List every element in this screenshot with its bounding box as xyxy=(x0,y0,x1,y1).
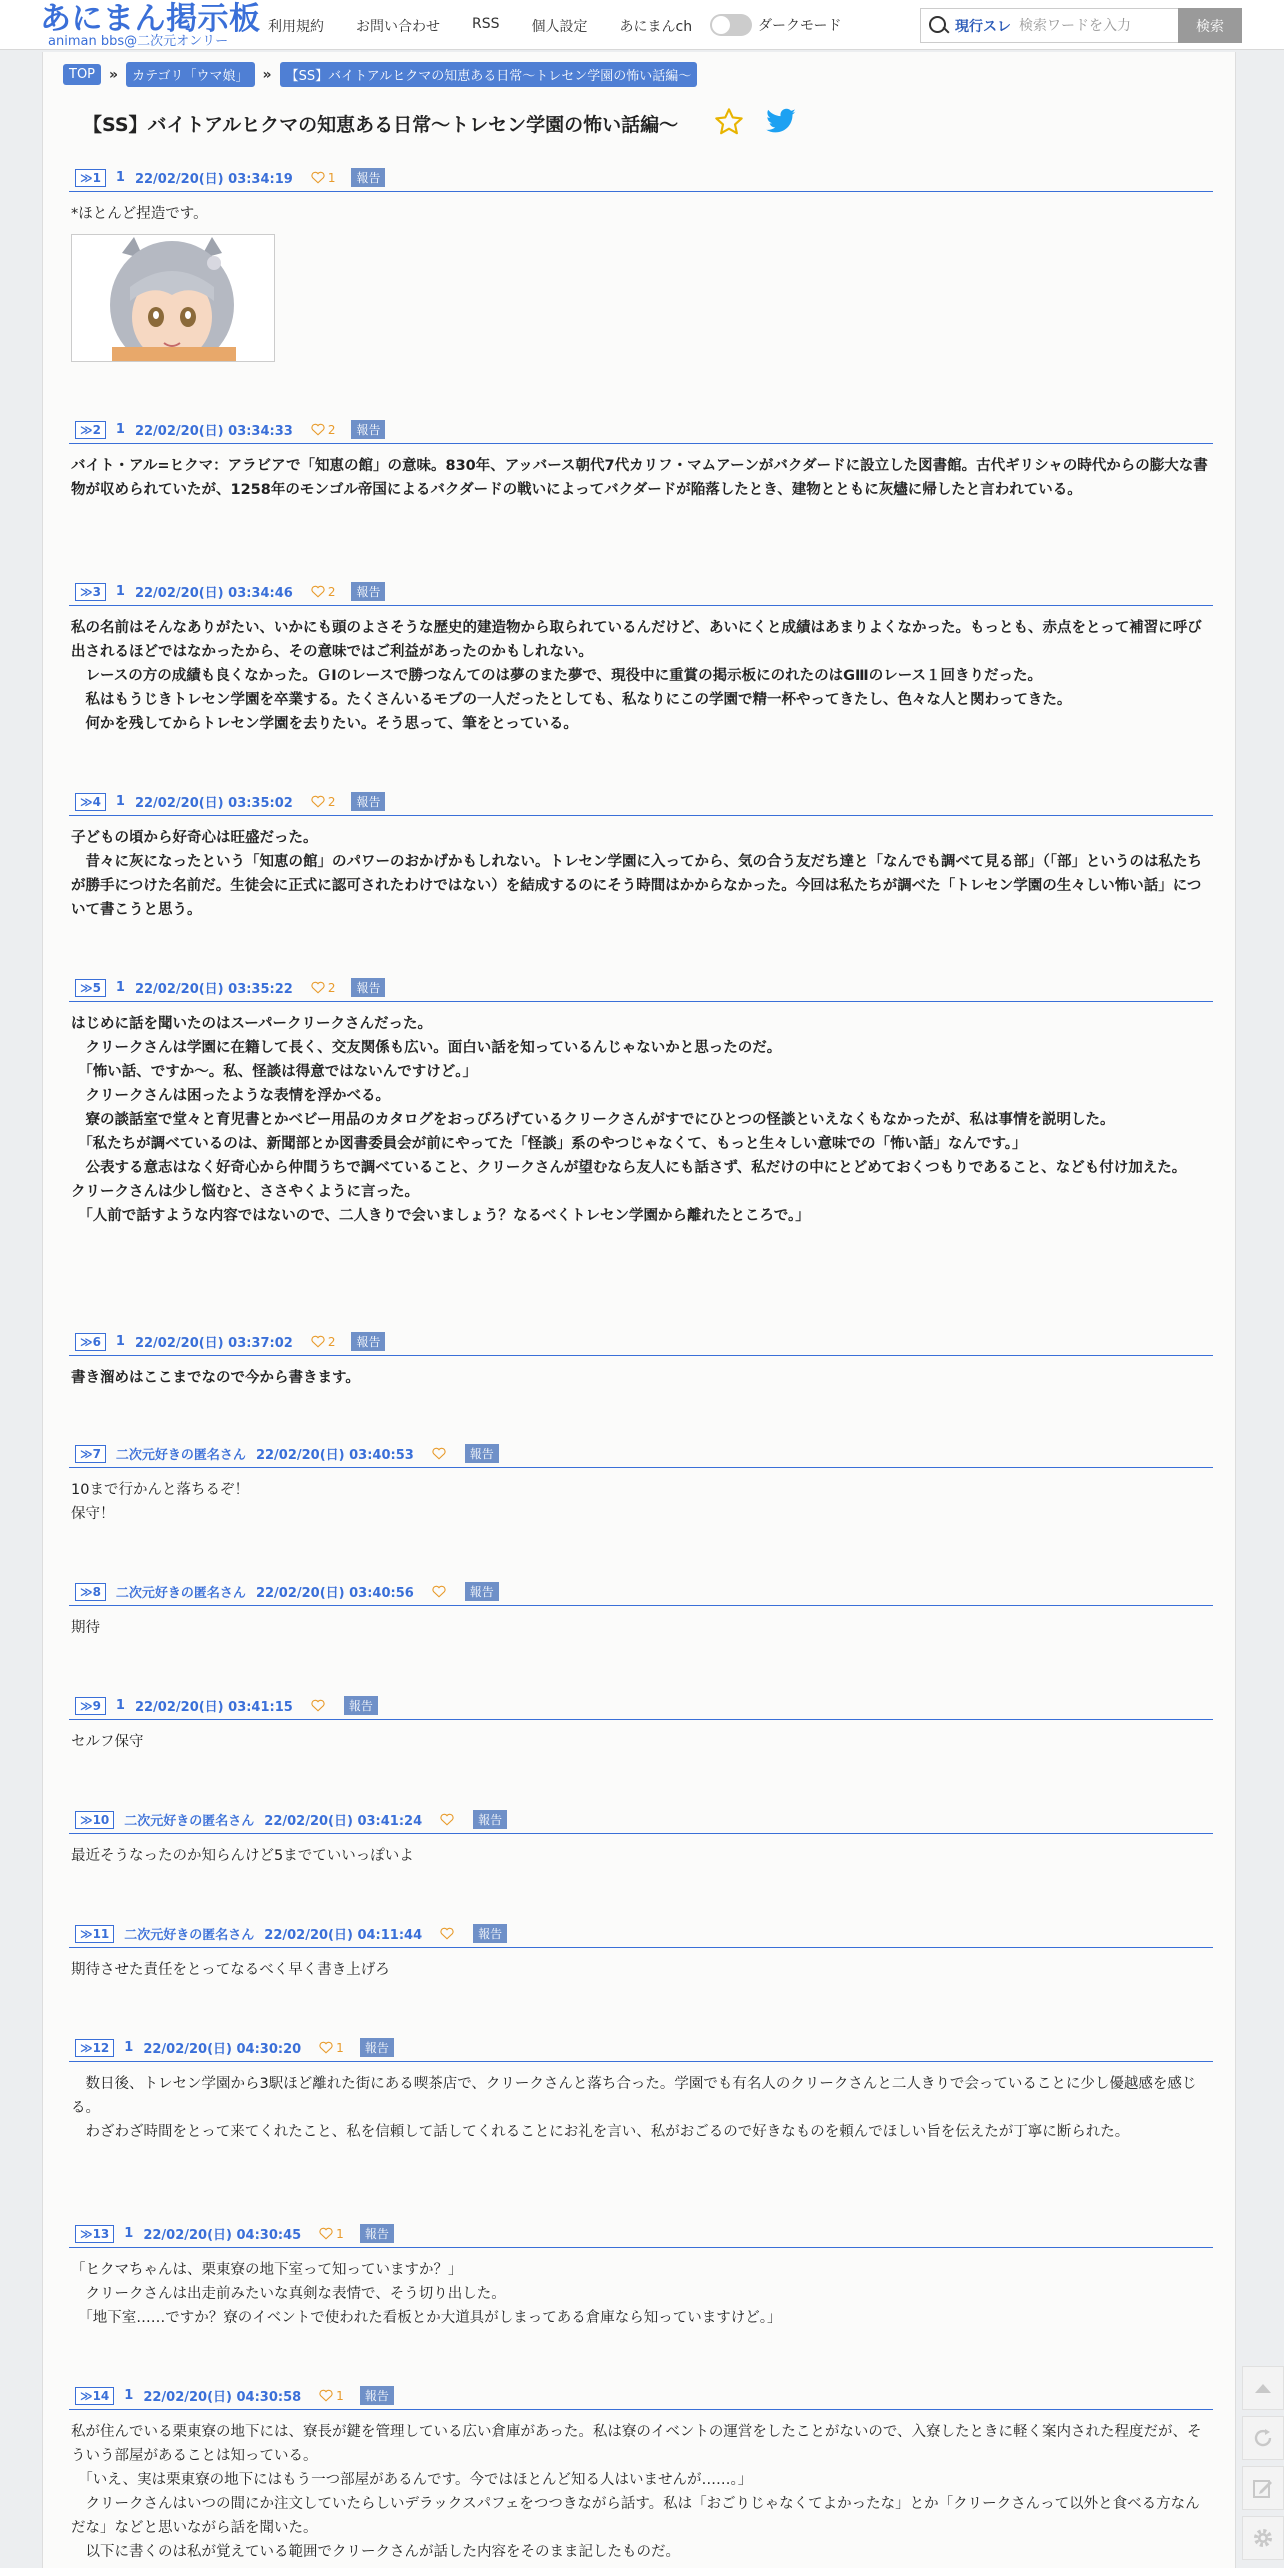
post xyxy=(69,416,1213,502)
report-button[interactable]: 報告 xyxy=(465,1444,499,1463)
post-line: クリークさんはいつの間にか注文していたらしいデラックスパフェをつつきながら話す。私は「おごりじゃなくてよかったな」とか「クリークさんって以外と食べる方なんだな」などと思いながら話を聞いた。 xyxy=(71,2496,1200,2536)
star-icon[interactable] xyxy=(713,106,745,138)
post-line: 保守！ xyxy=(71,1506,115,1522)
heart-icon xyxy=(440,1927,454,1940)
breadcrumb-thread[interactable]: 【SS】バイトアルヒクマの知恵ある日常～トレセン学園の怖い話編～ xyxy=(280,62,698,87)
nav-animanch[interactable]: あにまんch xyxy=(619,19,693,35)
post xyxy=(69,974,1213,1228)
post-line: クリークさんは学園に在籍して長く、交友関係も広い。面白い話を知っているんじゃないかと思ったのだ。 xyxy=(71,1040,782,1056)
post-number[interactable]: ≫4 xyxy=(75,793,106,811)
side-tool-panel xyxy=(1242,2366,1284,2566)
heart-icon xyxy=(432,1585,446,1598)
post-line: 以下に書くのは私が覚えている範囲でクリークさんが話した内容をそのまま記したものだ。 xyxy=(71,2544,680,2560)
post-body xyxy=(69,1834,1213,1868)
gear-icon xyxy=(1251,2526,1275,2550)
post xyxy=(69,1806,1213,1868)
report-button[interactable]: 報告 xyxy=(351,582,385,601)
post-line: クリークさんは少し悩むと、ささやくように言った。 xyxy=(71,1184,419,1200)
post xyxy=(69,164,1213,362)
post-author: 二次元好きの匿名さん xyxy=(124,1814,255,1829)
post-date: 22/02/20(日) 03:40:56 xyxy=(255,1586,414,1601)
like-button[interactable] xyxy=(440,1813,457,1826)
post-body xyxy=(69,444,1213,502)
post-line: 私が住んでいる栗東寮の地下には、寮長が鍵を管理している広い倉庫があった。私は寮のイベントの運営をしたことがないので、入寮したときに軽く案内された程度だが、そういう部屋があることは知っている。 xyxy=(71,2424,1202,2464)
post-date: 22/02/20(日) 03:34:46 xyxy=(134,586,293,601)
reload-icon xyxy=(1252,2427,1274,2449)
report-button[interactable]: 報告 xyxy=(351,792,385,811)
post-date: 22/02/20(日) 04:30:58 xyxy=(143,2390,302,2405)
like-count: 1 xyxy=(327,170,336,185)
report-button[interactable]: 報告 xyxy=(351,420,385,439)
post-line: バイト・アル=ヒクマ：アラビアで「知恵の館」の意味。830年、アッバース朝代7代カリフ・マムアーンがバクダードに設立した図書館。古代ギリシャの時代からの膨大な書物が収められていたが、1258年のモンゴル帝国によるバクダードの戦いによってバクダードが陥落したとき、建物とともに灰燼に帰したと言われている。 xyxy=(71,458,1208,498)
post-body xyxy=(69,816,1213,922)
post-line: 「ヒクマちゃんは、栗東寮の地下室って知っていますか？」 xyxy=(71,2262,463,2278)
site-logo[interactable] xyxy=(40,2,260,48)
post xyxy=(69,1440,1213,1526)
like-count: 2 xyxy=(327,584,336,599)
like-count: 2 xyxy=(327,794,336,809)
heart-icon xyxy=(311,795,325,808)
post-line: 「怖い話、ですか～。私、怪談は得意ではないんですけど。」 xyxy=(71,1064,477,1080)
post xyxy=(69,788,1213,922)
post-author: 1 xyxy=(115,1334,125,1349)
post-number[interactable]: ≫6 xyxy=(75,1333,106,1351)
post-number[interactable]: ≫7 xyxy=(75,1445,106,1463)
post-line: 期待させた責任をとってなるべく早く書き上げろ xyxy=(71,1962,390,1978)
like-button[interactable] xyxy=(432,1447,449,1460)
breadcrumb xyxy=(63,62,697,87)
heart-icon xyxy=(432,1447,446,1460)
logo-sub-text: animan bbs@二次元オンリー xyxy=(48,34,229,49)
heart-icon xyxy=(319,2389,333,2402)
post-number[interactable]: ≫10 xyxy=(75,1811,114,1829)
post-author: 1 xyxy=(124,2226,134,2241)
report-button[interactable]: 報告 xyxy=(351,168,385,187)
like-count: 2 xyxy=(327,422,336,437)
breadcrumb-separator: » xyxy=(262,66,272,83)
dark-mode-label: ダークモード xyxy=(758,18,842,34)
heart-icon xyxy=(440,1813,454,1826)
heart-icon xyxy=(311,1335,325,1348)
search-input[interactable] xyxy=(1019,11,1169,41)
scroll-top-button[interactable] xyxy=(1242,2366,1284,2410)
post-line: 数日後、トレセン学園から3駅ほど離れた街にある喫茶店で、クリークさんと落ち合った。学園でも有名人のクリークさんと二人きりで会っていることに少し優越感を感じる。 xyxy=(71,2076,1197,2116)
post-line: セルフ保守 xyxy=(71,1734,144,1750)
post-header xyxy=(69,1692,1213,1720)
report-button[interactable]: 報告 xyxy=(473,1810,507,1829)
post-line: 書き溜めはここまでなので今から書きます。 xyxy=(71,1370,360,1386)
post-date: 22/02/20(日) 03:40:53 xyxy=(255,1448,414,1463)
post-author: 1 xyxy=(115,422,125,437)
post-author: 1 xyxy=(115,170,125,185)
post-date: 22/02/20(日) 03:34:19 xyxy=(134,172,293,187)
post-line: はじめに話を聞いたのはスーパークリークさんだった。 xyxy=(71,1016,433,1032)
post xyxy=(69,2382,1213,2564)
top-nav xyxy=(268,16,724,36)
post-line: レースの方の成績も良くなかった。ＧⅠのレースで勝つなんてのは夢のまた夢で、現役中に重賞の掲示板にのれたのはGⅢのレース１回きりだった。 xyxy=(71,668,1043,684)
like-button[interactable] xyxy=(311,585,336,599)
post-date: 22/02/20(日) 04:30:20 xyxy=(143,2042,302,2057)
post-header xyxy=(69,1806,1213,1834)
like-count: 1 xyxy=(336,2040,344,2055)
heart-icon xyxy=(311,585,325,598)
post-number[interactable]: ≫11 xyxy=(75,1925,114,1943)
heart-icon xyxy=(311,171,325,184)
post xyxy=(69,1328,1213,1390)
post-header xyxy=(69,164,1213,192)
post-author: 1 xyxy=(115,794,125,809)
post-line: 10まで行かんと落ちるぞ！ xyxy=(71,1482,249,1498)
post-date: 22/02/20(日) 03:37:02 xyxy=(134,1336,293,1351)
post-number[interactable]: ≫13 xyxy=(75,2225,114,2243)
post-number[interactable]: ≫3 xyxy=(75,583,106,601)
post-line: 「人前で話すような内容ではないので、二人きりで会いましょう？なるべくトレセン学園から離れたところで。」 xyxy=(71,1208,810,1224)
nav-terms[interactable]: 利用規約 xyxy=(268,19,324,35)
post-date: 22/02/20(日) 03:34:33 xyxy=(134,424,293,439)
report-button[interactable]: 報告 xyxy=(360,2038,394,2057)
post-number[interactable]: ≫14 xyxy=(75,2387,114,2405)
like-button[interactable] xyxy=(311,1699,328,1712)
toggle-switch[interactable] xyxy=(710,14,752,36)
post-image-thumbnail[interactable] xyxy=(71,234,275,362)
post-body xyxy=(69,1606,1213,1640)
site-header xyxy=(0,0,1284,50)
like-count: 1 xyxy=(336,2388,344,2403)
post-number[interactable]: ≫8 xyxy=(75,1583,106,1601)
nav-rss[interactable]: RSS xyxy=(472,16,500,32)
post xyxy=(69,2220,1213,2330)
post-date: 22/02/20(日) 04:11:44 xyxy=(264,1928,423,1943)
heart-icon xyxy=(319,2227,333,2240)
post-line: 何かを残してからトレセン学園を去りたい。そう思って、筆をとっている。 xyxy=(71,716,578,732)
post-body xyxy=(69,1948,1213,1982)
post-line: 子どもの頃から好奇心は旺盛だった。 xyxy=(71,830,318,846)
post-header xyxy=(69,1328,1213,1356)
post-number[interactable]: ≫2 xyxy=(75,421,106,439)
report-button[interactable]: 報告 xyxy=(344,1696,378,1715)
like-button[interactable] xyxy=(311,1335,336,1349)
reload-button[interactable] xyxy=(1242,2416,1284,2460)
post-number[interactable]: ≫12 xyxy=(75,2039,114,2057)
post-body xyxy=(69,1356,1213,1390)
post-header xyxy=(69,416,1213,444)
like-button[interactable] xyxy=(311,981,336,995)
post xyxy=(69,2034,1213,2144)
logo-main-text: あにまん掲示板 xyxy=(40,1,261,37)
search-bar xyxy=(920,8,1242,43)
breadcrumb-separator: » xyxy=(109,66,119,83)
like-button[interactable] xyxy=(311,171,336,185)
post-line: クリークさんは出走前みたいな真剣な表情で、そう切り出した。 xyxy=(71,2286,506,2302)
post-author: 1 xyxy=(124,2388,134,2403)
post-date: 22/02/20(日) 03:41:24 xyxy=(264,1814,423,1829)
like-count: 2 xyxy=(327,980,336,995)
dark-mode-toggle[interactable] xyxy=(710,14,841,36)
search-icon xyxy=(921,9,955,42)
post-body xyxy=(69,1002,1213,1228)
report-button[interactable]: 報告 xyxy=(351,1332,385,1351)
arrow-up-icon xyxy=(1253,2381,1273,2395)
like-button[interactable] xyxy=(311,795,336,809)
twitter-icon[interactable] xyxy=(765,108,797,136)
post-line: 私の名前はそんなありがたい、いかにも頭のよさそうな歴史的建造物から取られているんだけど、あいにくと成績はあまりよくなかった。もっとも、赤点をとって補習に呼び出されるほどではなかったから、その意味ではご利益があったのかもしれない。 xyxy=(71,620,1202,660)
character-illustration xyxy=(72,235,275,362)
post-line: 最近そうなったのか知らんけど5までていいっぽいよ xyxy=(71,1848,414,1864)
post xyxy=(69,1692,1213,1754)
heart-icon xyxy=(311,981,325,994)
like-button[interactable] xyxy=(319,2041,344,2055)
post-header xyxy=(69,2034,1213,2062)
post-header xyxy=(69,2220,1213,2248)
post-date: 22/02/20(日) 04:30:45 xyxy=(143,2228,302,2243)
nav-contact[interactable]: お問い合わせ xyxy=(356,19,440,35)
search-scope-selector[interactable]: 現行スレ xyxy=(955,18,1011,35)
report-button[interactable]: 報告 xyxy=(473,1924,507,1943)
heart-icon xyxy=(319,2041,333,2054)
like-button[interactable] xyxy=(440,1927,457,1940)
post-header xyxy=(69,1578,1213,1606)
report-button[interactable]: 報告 xyxy=(351,978,385,997)
settings-button[interactable] xyxy=(1242,2516,1284,2560)
report-button[interactable]: 報告 xyxy=(465,1582,499,1601)
post-number[interactable]: ≫5 xyxy=(75,979,106,997)
post-line: 寮の談話室で堂々と育児書とかベビー用品のカタログをおっぴろげているクリークさんがすでにひとつの怪談といえなくもなかったが、私は事情を説明した。 xyxy=(71,1112,1115,1128)
search-button[interactable]: 検索 xyxy=(1178,8,1242,43)
like-count: 1 xyxy=(336,2226,344,2241)
like-button[interactable] xyxy=(319,2227,344,2241)
post-author: 二次元好きの匿名さん xyxy=(115,1586,246,1601)
breadcrumb-category[interactable]: カテゴリ「ウマ娘」 xyxy=(126,62,254,87)
like-count: 2 xyxy=(327,1334,336,1349)
post xyxy=(69,1578,1213,1640)
report-button[interactable]: 報告 xyxy=(360,2386,394,2405)
post-number[interactable]: ≫9 xyxy=(75,1697,106,1715)
post-header xyxy=(69,578,1213,606)
post-number[interactable]: ≫1 xyxy=(75,169,106,187)
page-title: 【SS】バイトアルヒクマの知恵ある日常～トレセン学園の怖い話編～ xyxy=(83,114,679,136)
post-body xyxy=(69,2062,1213,2144)
post xyxy=(69,1920,1213,1982)
post-line: 公表する意志はなく好奇心から仲間うちで調べていること、クリークさんが望むなら友人にも話さず、私だけの中にとどめておくつもりであること、なども付け加えた。 xyxy=(71,1160,1187,1176)
post-line: クリークさんは困ったような表情を浮かべる。 xyxy=(71,1088,390,1104)
post-line: 「私たちが調べているのは、新聞部とか図書委員会が前にやってた「怪談」系のやつじゃなくて、もっと生々しい意味での「怖い話」なんです。」 xyxy=(71,1136,1027,1152)
post-line: 期待 xyxy=(71,1620,100,1636)
post-author: 1 xyxy=(115,584,125,599)
post-body xyxy=(69,2248,1213,2330)
breadcrumb-top[interactable]: TOP xyxy=(63,64,101,85)
post-line: わざわざ時間をとって来てくれたこと、私を信頼して話してくれることにお礼を言い、私がおごるので好きなものを頼んでほしい旨を伝えたが丁寧に断られた。 xyxy=(71,2124,1130,2140)
heart-icon xyxy=(311,423,325,436)
post-line: 私はもうじきトレセン学園を卒業する。たくさんいるモブの一人だったとしても、私なりにこの学園で精一杯やってきたし、色々な人と関わってきた。 xyxy=(71,692,1072,708)
post-header xyxy=(69,1920,1213,1948)
post-line: 「地下室……ですか？寮のイベントで使われた看板とか大道具がしまってある倉庫なら知っていますけど。」 xyxy=(71,2310,782,2326)
post-author: 二次元好きの匿名さん xyxy=(115,1448,246,1463)
post-date: 22/02/20(日) 03:41:15 xyxy=(134,1700,293,1715)
thread-main xyxy=(42,52,1236,2568)
post-author: 1 xyxy=(115,980,125,995)
post-header xyxy=(69,2382,1213,2410)
post-line: 昔々に灰になったという「知恵の館」のパワーのおかげかもしれない。トレセン学園に入ってから、気の合う友だち達と「なんでも調べて見る部」（「部」というのは私たちが勝手につけた名前だ。生徒会に正式に認可されたわけではない）を結成するのにそう時間はかからなかった。今回は私たちが調べた「トレセン学園の生々しい怖い話」について書こうと思う。 xyxy=(71,854,1202,918)
like-button[interactable] xyxy=(311,423,336,437)
post-author: 二次元好きの匿名さん xyxy=(124,1928,255,1943)
post-date: 22/02/20(日) 03:35:02 xyxy=(134,796,293,811)
post-header xyxy=(69,1440,1213,1468)
post-author: 1 xyxy=(115,1698,125,1713)
post-body xyxy=(69,2410,1213,2564)
report-button[interactable]: 報告 xyxy=(360,2224,394,2243)
post-body xyxy=(69,192,1213,362)
post xyxy=(69,578,1213,736)
like-button[interactable] xyxy=(432,1585,449,1598)
post-header xyxy=(69,974,1213,1002)
post-body xyxy=(69,1720,1213,1754)
post-body xyxy=(69,606,1213,736)
post-body xyxy=(69,1468,1213,1526)
post-line: *ほとんど捏造です。 xyxy=(71,206,208,222)
post-header xyxy=(69,788,1213,816)
post-date: 22/02/20(日) 03:35:22 xyxy=(134,982,293,997)
post-author: 1 xyxy=(124,2040,134,2055)
heart-icon xyxy=(311,1699,325,1712)
pencil-icon xyxy=(1252,2477,1274,2499)
write-post-button[interactable] xyxy=(1242,2466,1284,2510)
nav-settings[interactable]: 個人設定 xyxy=(531,19,588,35)
post-line: 「いえ、実は栗東寮の地下にはもう一つ部屋があるんです。今ではほとんど知る人はいませんが……。」 xyxy=(71,2472,753,2488)
toggle-knob xyxy=(712,16,730,34)
like-button[interactable] xyxy=(319,2389,344,2403)
